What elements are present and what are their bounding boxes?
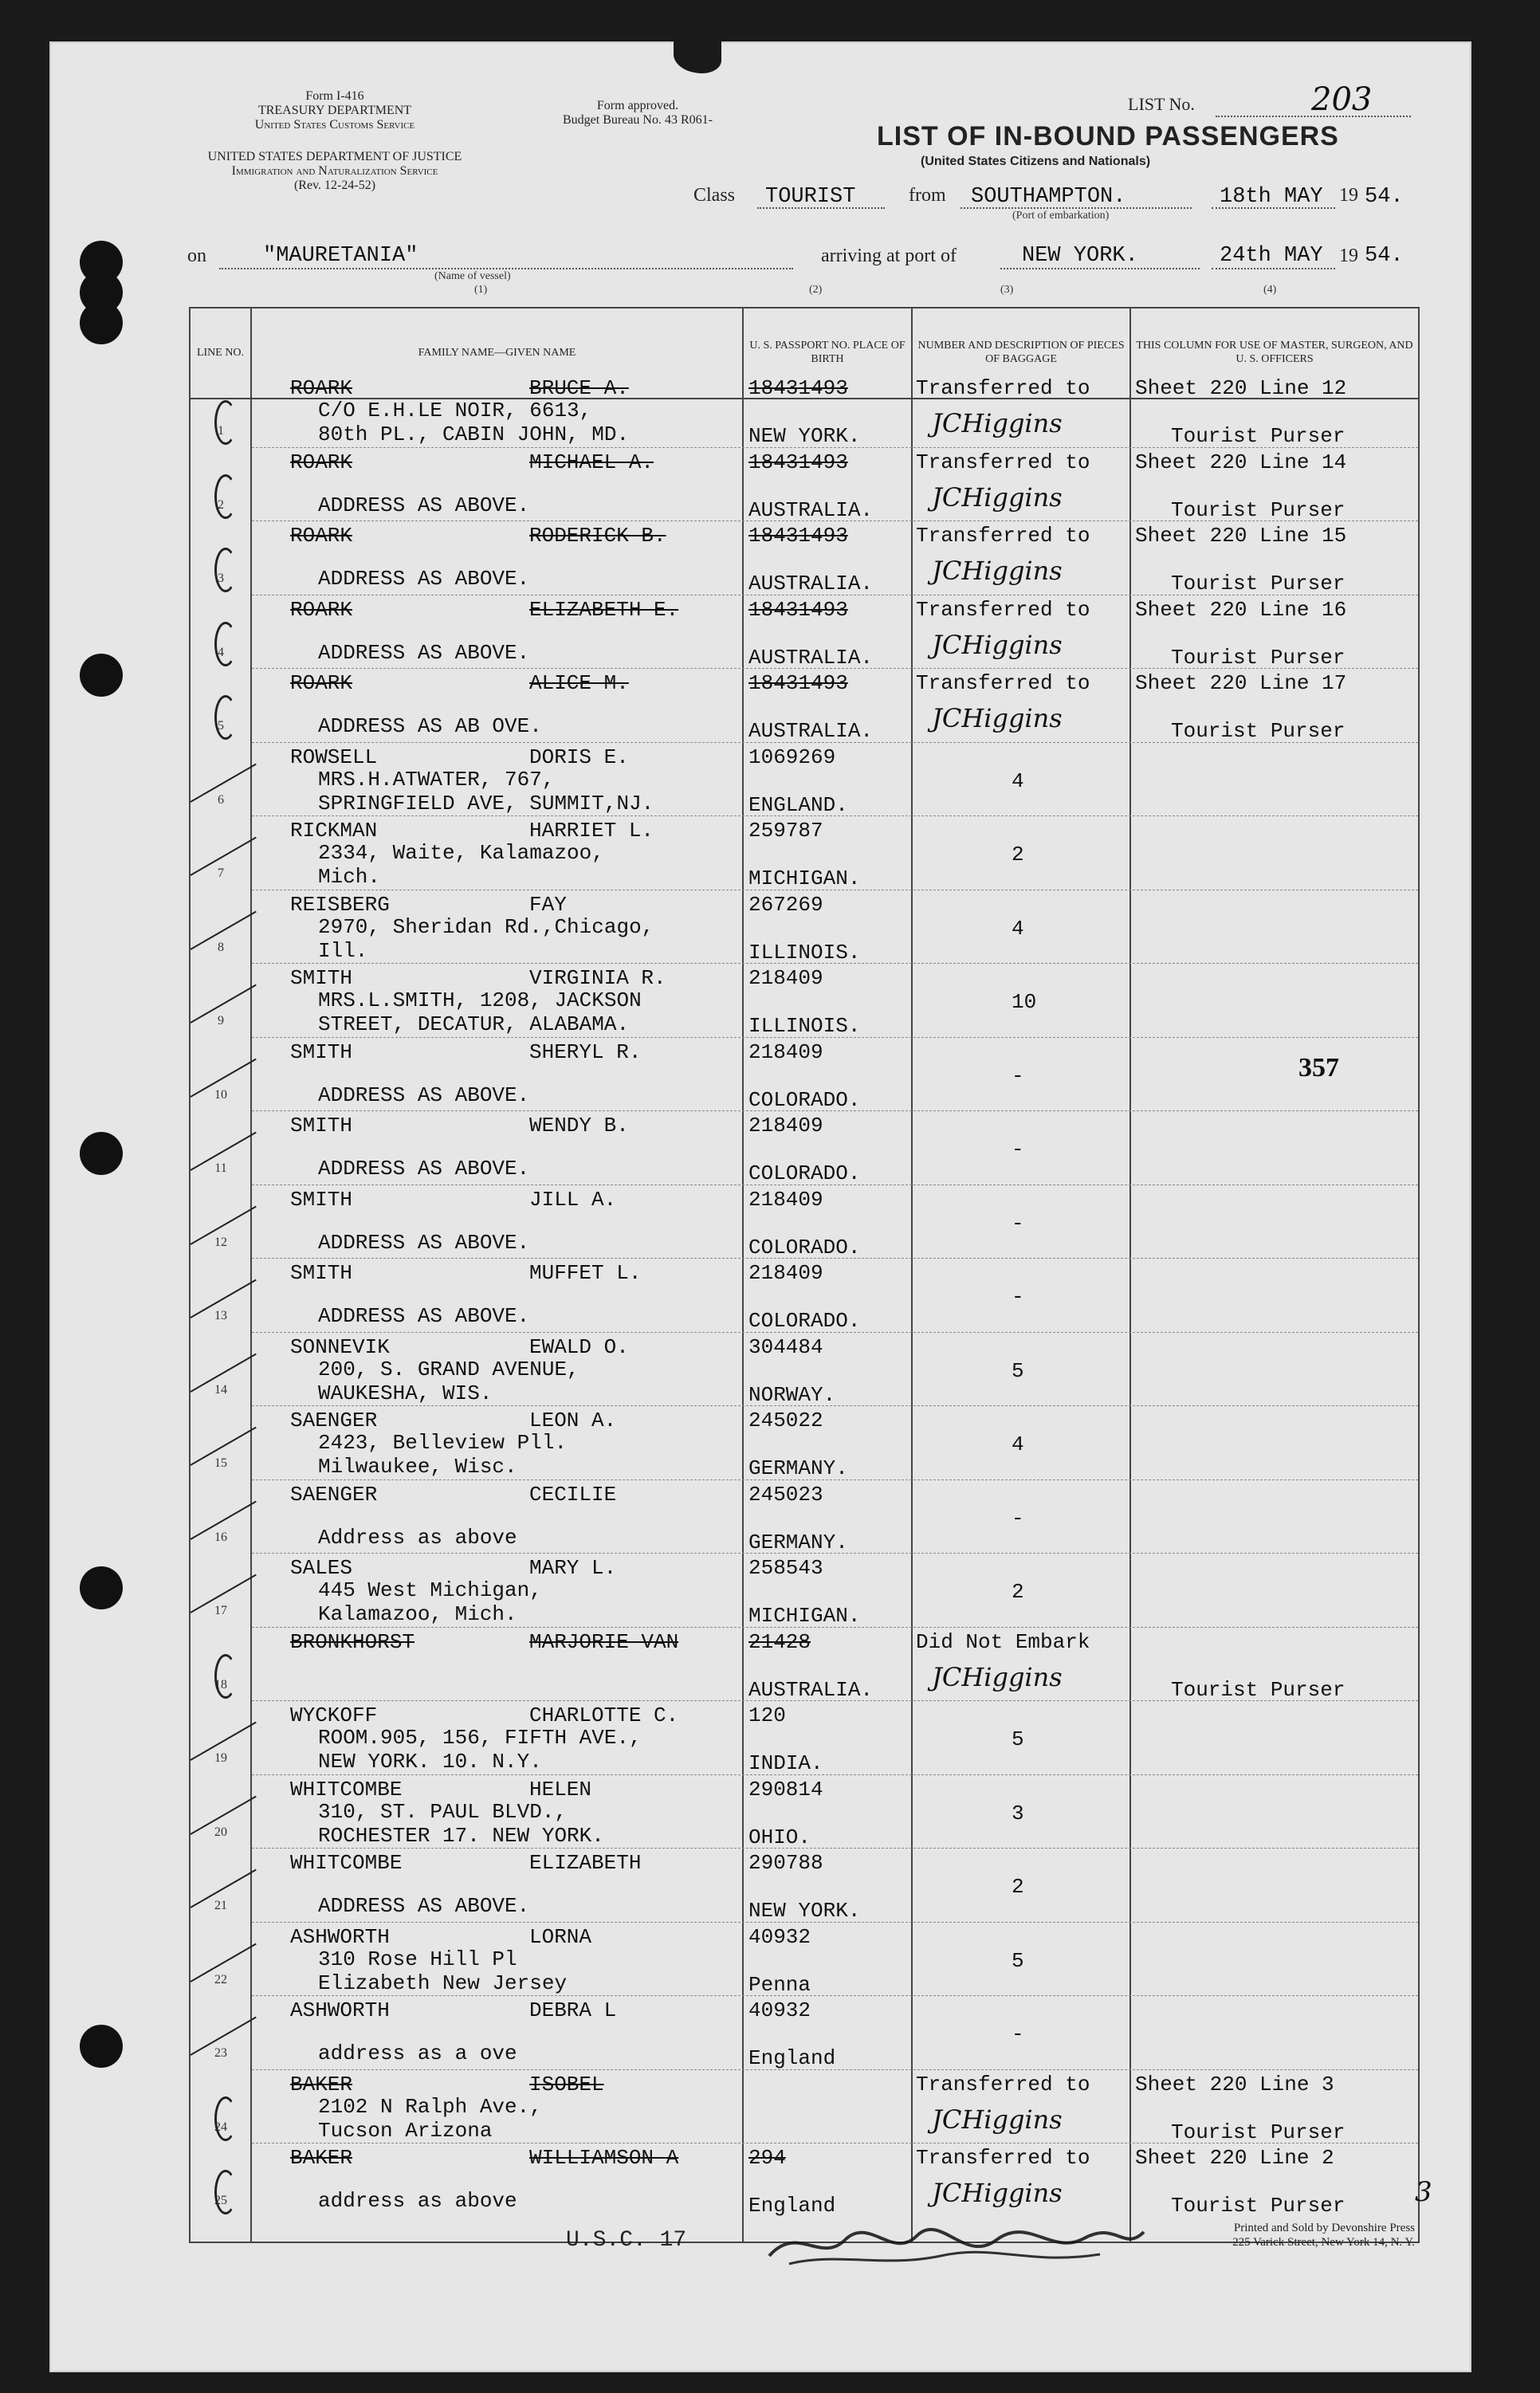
given-name: WILLIAMSON A bbox=[529, 2146, 679, 2170]
family-name: SMITH bbox=[290, 1039, 353, 1064]
line-number: 25 bbox=[214, 2194, 227, 2207]
baggage-count: - bbox=[1012, 1285, 1024, 1309]
line-number: 14 bbox=[214, 1382, 227, 1397]
baggage-count: 5 bbox=[1012, 1358, 1024, 1383]
passport-number: 120 bbox=[748, 1703, 786, 1727]
place-of-birth: GERMANY. bbox=[748, 1530, 848, 1554]
row-divider bbox=[252, 668, 1418, 669]
depart-year-prefix: 19 bbox=[1339, 185, 1358, 206]
purser-title: Tourist Purser bbox=[1171, 645, 1346, 670]
row-divider bbox=[252, 1922, 1418, 1923]
baggage-count: - bbox=[1012, 1211, 1024, 1236]
family-name: BAKER bbox=[290, 2072, 353, 2096]
arrive-date-dotline bbox=[1212, 268, 1335, 269]
class-label: Class bbox=[693, 185, 736, 206]
place-of-birth: INDIA. bbox=[748, 1751, 823, 1775]
row-divider bbox=[252, 1774, 1418, 1775]
purser-title: Tourist Purser bbox=[1171, 2194, 1346, 2218]
row-divider bbox=[252, 1627, 1418, 1628]
col-header-passport: U. S. PASSPORT NO. PLACE OF BIRTH bbox=[749, 340, 906, 365]
form-number: Form I-416 bbox=[305, 89, 364, 103]
address-line: ADDRESS AS ABOVE. bbox=[318, 567, 530, 591]
address-line: ADDRESS AS ABOVE. bbox=[318, 493, 530, 517]
passport-number: 18431493 bbox=[748, 524, 848, 548]
baggage-count: - bbox=[1012, 1506, 1024, 1530]
port-dotline bbox=[1000, 268, 1200, 269]
vessel-note: (Name of vessel) bbox=[434, 270, 511, 282]
address-line: ADDRESS AS ABOVE. bbox=[318, 1157, 530, 1181]
address-line: 310, ST. PAUL BLVD., bbox=[318, 1799, 568, 1824]
officers-note: Sheet 220 Line 16 bbox=[1135, 597, 1347, 622]
baggage-count: 4 bbox=[1012, 1432, 1024, 1456]
address-line: ROOM.905, 156, FIFTH AVE., bbox=[318, 1726, 642, 1750]
given-name: BRUCE A. bbox=[529, 376, 629, 400]
place-of-birth: COLORADO. bbox=[748, 1309, 861, 1333]
purser-title: Tourist Purser bbox=[1171, 424, 1346, 448]
line-number: 16 bbox=[214, 1530, 227, 1544]
row-divider bbox=[252, 1037, 1418, 1038]
row-divider bbox=[252, 1110, 1418, 1111]
line-number: 10 bbox=[214, 1087, 227, 1102]
col-rule bbox=[742, 308, 744, 2242]
circle-mark bbox=[214, 400, 237, 445]
address-line: 2423, Belleview Pll. bbox=[318, 1431, 568, 1455]
binder-hole bbox=[80, 2025, 123, 2068]
address-line: ADDRESS AS ABOVE. bbox=[318, 640, 530, 665]
binder-hole bbox=[80, 1132, 123, 1175]
col-mark-4: (4) bbox=[1263, 284, 1277, 296]
baggage-count: Transferred to bbox=[916, 597, 1090, 622]
address-line: 2102 N Ralph Ave., bbox=[318, 2094, 542, 2119]
place-of-birth: AUSTRALIA. bbox=[748, 497, 874, 522]
page-title: LIST OF IN-BOUND PASSENGERS bbox=[877, 121, 1339, 151]
line-number: 12 bbox=[214, 1235, 227, 1249]
given-name: ELIZABETH E. bbox=[529, 597, 679, 622]
address-line: Ill. bbox=[318, 938, 368, 963]
printer-line-2: 225 Varick Street, New York 14, N. Y. bbox=[1232, 2236, 1415, 2249]
circle-mark bbox=[214, 474, 237, 519]
vessel-dotline bbox=[219, 268, 793, 269]
passport-number: 258543 bbox=[748, 1556, 823, 1580]
purser-signature: JCHiggins bbox=[932, 629, 1063, 660]
place-of-birth: AUSTRALIA. bbox=[748, 719, 874, 743]
address-line: WAUKESHA, WIS. bbox=[318, 1381, 493, 1405]
passport-number: 259787 bbox=[748, 819, 823, 843]
given-name: MARY L. bbox=[529, 1556, 617, 1580]
address-line: 2970, Sheridan Rd.,Chicago, bbox=[318, 914, 654, 939]
line-number: 2 bbox=[218, 497, 224, 512]
address-line: ROCHESTER 17. NEW YORK. bbox=[318, 1823, 604, 1848]
handwritten-signature bbox=[765, 2216, 1148, 2280]
passport-number: 18431493 bbox=[748, 450, 848, 474]
officers-note: Sheet 220 Line 12 bbox=[1135, 376, 1347, 400]
place-of-birth: England bbox=[748, 2194, 836, 2218]
address-line: C/O E.H.LE NOIR, 6613, bbox=[318, 399, 592, 422]
family-name: ROARK bbox=[290, 597, 353, 622]
place-of-birth: GERMANY. bbox=[748, 1456, 848, 1480]
place-of-birth: NEW YORK. bbox=[748, 424, 861, 448]
place-of-birth: Penna bbox=[748, 1972, 811, 1997]
place-of-birth: ENGLAND. bbox=[748, 792, 848, 817]
binder-hole bbox=[80, 654, 123, 697]
form-approval bbox=[518, 99, 757, 128]
circle-mark bbox=[214, 548, 237, 592]
given-name: DEBRA L bbox=[529, 1998, 617, 2022]
form-header-treasury bbox=[199, 89, 470, 132]
baggage-count: 2 bbox=[1012, 1875, 1024, 1899]
arrive-year: 54. bbox=[1365, 244, 1404, 268]
page-subtitle: (United States Citizens and Nationals) bbox=[921, 155, 1151, 168]
address-line: NEW YORK. 10. N.Y. bbox=[318, 1750, 542, 1774]
given-name: WENDY B. bbox=[529, 1114, 629, 1138]
row-divider bbox=[252, 1258, 1418, 1259]
row-divider bbox=[252, 1700, 1418, 1701]
line-number: 4 bbox=[218, 645, 224, 659]
family-name: ASHWORTH bbox=[290, 1998, 390, 2022]
passport-number: 1069269 bbox=[748, 745, 836, 769]
address-line: MRS.L.SMITH, 1208, JACKSON bbox=[318, 988, 642, 1012]
given-name: EWALD O. bbox=[529, 1334, 629, 1359]
given-name: HARRIET L. bbox=[529, 819, 654, 843]
circle-mark bbox=[214, 2170, 237, 2214]
on-label: on bbox=[187, 246, 206, 266]
col-header-line: LINE NO. bbox=[196, 346, 245, 359]
embark-note: (Port of embarkation) bbox=[1012, 210, 1110, 222]
address-line: ADDRESS AS ABOVE. bbox=[318, 1230, 530, 1255]
place-of-birth: ILLINOIS. bbox=[748, 1014, 861, 1038]
given-name: CHARLOTTE C. bbox=[529, 1703, 679, 1727]
row-divider bbox=[252, 1479, 1418, 1480]
row-divider bbox=[252, 1553, 1418, 1554]
given-name: MUFFET L. bbox=[529, 1261, 642, 1285]
purser-title: Tourist Purser bbox=[1171, 572, 1346, 595]
given-name: VIRGINIA R. bbox=[529, 966, 666, 990]
row-divider bbox=[252, 1332, 1418, 1333]
baggage-count: Transferred to bbox=[916, 2072, 1090, 2096]
col-mark-2: (2) bbox=[809, 284, 823, 296]
col-mark-1: (1) bbox=[474, 284, 488, 296]
address-line: ADDRESS AS AB OVE. bbox=[318, 714, 542, 738]
line-number: 11 bbox=[214, 1161, 227, 1175]
given-name: DORIS E. bbox=[529, 745, 629, 769]
family-name: WHITCOMBE bbox=[290, 1777, 403, 1802]
family-name: SONNEVIK bbox=[290, 1334, 390, 1359]
address-line: 2334, Waite, Kalamazoo, bbox=[318, 841, 604, 865]
address-line: ADDRESS AS ABOVE. bbox=[318, 1894, 530, 1918]
baggage-count: Transferred to bbox=[916, 376, 1090, 400]
place-of-birth: OHIO. bbox=[748, 1825, 811, 1849]
given-name: ISOBEL bbox=[529, 2072, 604, 2096]
address-line: address as above bbox=[318, 2189, 517, 2213]
baggage-count: Transferred to bbox=[916, 524, 1090, 548]
passport-number: 218409 bbox=[748, 966, 823, 990]
family-name: WYCKOFF bbox=[290, 1703, 378, 1727]
arrival-port: NEW YORK. bbox=[1022, 244, 1138, 268]
place-of-birth: MICHIGAN. bbox=[748, 1604, 861, 1628]
family-name: SMITH bbox=[290, 1187, 353, 1212]
officers-note: Sheet 220 Line 3 bbox=[1135, 2072, 1334, 2096]
officers-note: Sheet 220 Line 15 bbox=[1135, 524, 1347, 548]
passport-number: 40932 bbox=[748, 1924, 811, 1949]
baggage-count: Transferred to bbox=[916, 450, 1090, 474]
line-number: 23 bbox=[214, 2046, 227, 2060]
given-name: SHERYL R. bbox=[529, 1039, 642, 1064]
purser-title: Tourist Purser bbox=[1171, 497, 1346, 522]
purser-title: Tourist Purser bbox=[1171, 2120, 1346, 2144]
baggage-count: 4 bbox=[1012, 768, 1024, 793]
given-name: ELIZABETH bbox=[529, 1851, 642, 1875]
row-divider bbox=[252, 815, 1418, 816]
row-divider bbox=[252, 1848, 1418, 1849]
purser-signature: JCHiggins bbox=[932, 2178, 1063, 2208]
place-of-birth: AUSTRALIA. bbox=[748, 572, 874, 595]
line-number: 20 bbox=[214, 1825, 227, 1839]
line-number: 6 bbox=[218, 792, 224, 807]
row-divider bbox=[252, 447, 1418, 448]
given-name: MARJORIE VAN bbox=[529, 1629, 679, 1654]
line-number: 5 bbox=[218, 719, 224, 733]
line-number: 18 bbox=[214, 1677, 227, 1692]
family-name: ROWSELL bbox=[290, 745, 378, 769]
col-rule bbox=[911, 308, 913, 2242]
col-header-baggage: NUMBER AND DESCRIPTION OF PIECES OF BAGGAGE bbox=[917, 340, 1125, 365]
address-line: SPRINGFIELD AVE, SUMMIT,NJ. bbox=[318, 791, 654, 815]
col-mark-3: (3) bbox=[1000, 284, 1014, 296]
given-name: HELEN bbox=[529, 1777, 592, 1802]
col-header-name: FAMILY NAME—GIVEN NAME bbox=[418, 346, 576, 359]
line-number: 13 bbox=[214, 1309, 227, 1322]
purser-signature: JCHiggins bbox=[932, 1661, 1063, 1692]
row-divider bbox=[252, 963, 1418, 964]
from-value: SOUTHAMPTON. bbox=[971, 185, 1126, 209]
address-line: Mich. bbox=[318, 865, 381, 889]
address-line: 200, S. GRAND AVENUE, bbox=[318, 1357, 579, 1381]
given-name: LORNA bbox=[529, 1924, 592, 1949]
passport-number: 304484 bbox=[748, 1334, 823, 1359]
circle-mark bbox=[214, 622, 237, 666]
list-no-value: 203 bbox=[1311, 81, 1373, 118]
place-of-birth: ILLINOIS. bbox=[748, 940, 861, 965]
baggage-count: - bbox=[1012, 1138, 1024, 1161]
circle-mark bbox=[214, 2096, 237, 2141]
place-of-birth: MICHIGAN. bbox=[748, 866, 861, 890]
family-name: SMITH bbox=[290, 1261, 353, 1285]
passport-number: 245023 bbox=[748, 1482, 823, 1507]
line-number: 22 bbox=[214, 1972, 227, 1986]
passport-number: 294 bbox=[748, 2146, 786, 2170]
usc-number: U.S.C. 17 bbox=[566, 2228, 687, 2253]
col-rule bbox=[250, 308, 252, 2242]
line-number: 24 bbox=[214, 2120, 227, 2134]
given-name: MICHAEL A. bbox=[529, 450, 654, 474]
address-line: Elizabeth New Jersey bbox=[318, 1971, 568, 1995]
line-number: 19 bbox=[214, 1751, 227, 1765]
address-line: 445 West Michigan, bbox=[318, 1578, 542, 1602]
class-value: TOURIST bbox=[765, 185, 856, 209]
officers-note: Sheet 220 Line 2 bbox=[1135, 2146, 1334, 2170]
place-of-birth: NEW YORK. bbox=[748, 1899, 861, 1923]
family-name: SAENGER bbox=[290, 1482, 378, 1507]
address-line: MRS.H.ATWATER, 767, bbox=[318, 767, 555, 792]
purser-signature: JCHiggins bbox=[932, 481, 1063, 513]
arriving-label: arriving at port of bbox=[821, 246, 957, 266]
address-line: Address as above bbox=[318, 1525, 517, 1550]
line-number: 15 bbox=[214, 1456, 227, 1470]
baggage-count: - bbox=[1012, 1063, 1024, 1088]
budget-label: Budget Bureau No. 43 R061- bbox=[563, 113, 713, 127]
depart-date: 18th MAY bbox=[1220, 185, 1323, 209]
given-name: ALICE M. bbox=[529, 671, 629, 695]
place-of-birth: AUSTRALIA. bbox=[748, 645, 874, 670]
justice-label: UNITED STATES DEPARTMENT OF JUSTICE bbox=[207, 150, 462, 163]
arrive-year-prefix: 19 bbox=[1339, 246, 1358, 266]
line-number: 7 bbox=[218, 866, 224, 880]
passport-number: 18431493 bbox=[748, 671, 848, 695]
address-line: 80th PL., CABIN JOHN, MD. bbox=[318, 422, 630, 446]
place-of-birth: NORWAY. bbox=[748, 1382, 836, 1407]
row-divider bbox=[252, 1405, 1418, 1406]
family-name: ROARK bbox=[290, 671, 353, 695]
address-line: Milwaukee, Wisc. bbox=[318, 1455, 517, 1479]
col-header-officers: THIS COLUMN FOR USE OF MASTER, SURGEON, AND U. S. OFFICERS bbox=[1136, 340, 1413, 365]
treasury-label: TREASURY DEPARTMENT bbox=[257, 104, 412, 117]
line-number: 1 bbox=[218, 424, 224, 438]
purser-title: Tourist Purser bbox=[1171, 1677, 1346, 1702]
line-number: 3 bbox=[218, 572, 224, 585]
line-number: 8 bbox=[218, 940, 224, 954]
family-name: SAENGER bbox=[290, 1409, 378, 1432]
ins-label: Immigration and Naturalization Service bbox=[231, 164, 438, 178]
purser-signature: JCHiggins bbox=[932, 2104, 1063, 2135]
row-divider bbox=[252, 2069, 1418, 2070]
line-number: 21 bbox=[214, 1899, 227, 1912]
given-name: CECILIE bbox=[529, 1482, 617, 1507]
passport-number: 290814 bbox=[748, 1777, 823, 1802]
place-of-birth: COLORADO. bbox=[748, 1087, 861, 1112]
margin-number: 3 bbox=[1415, 2176, 1432, 2208]
given-name: LEON A. bbox=[529, 1409, 617, 1432]
address-line: STREET, DECATUR, ALABAMA. bbox=[318, 1012, 630, 1036]
place-of-birth: AUSTRALIA. bbox=[748, 1677, 874, 1702]
address-line: 310 Rose Hill Pl bbox=[318, 1947, 517, 1971]
baggage-count: Transferred to bbox=[916, 671, 1090, 695]
family-name: ROARK bbox=[290, 376, 353, 400]
purser-signature: JCHiggins bbox=[932, 408, 1063, 438]
passport-number: 245022 bbox=[748, 1409, 823, 1432]
family-name: SALES bbox=[290, 1556, 353, 1580]
baggage-count: - bbox=[1012, 2022, 1024, 2046]
address-line: Kalamazoo, Mich. bbox=[318, 1602, 517, 1626]
depart-year: 54. bbox=[1365, 185, 1404, 209]
printer-imprint bbox=[1160, 2221, 1415, 2250]
form-header-justice bbox=[183, 150, 486, 193]
family-name: SMITH bbox=[290, 966, 353, 990]
place-of-birth: England bbox=[748, 2046, 836, 2070]
baggage-count: 5 bbox=[1012, 1727, 1024, 1751]
circle-mark bbox=[214, 1654, 237, 1699]
family-name: ROARK bbox=[290, 524, 353, 548]
revision-label: (Rev. 12-24-52) bbox=[293, 179, 376, 192]
baggage-count: 4 bbox=[1012, 916, 1024, 941]
list-no-label: LIST No. bbox=[1128, 94, 1195, 114]
family-name: ROARK bbox=[290, 450, 353, 474]
passenger-table bbox=[189, 307, 1420, 2243]
passport-number: 290788 bbox=[748, 1851, 823, 1875]
given-name: JILL A. bbox=[529, 1187, 617, 1212]
passport-number: 18431493 bbox=[748, 376, 848, 400]
passport-number: 40932 bbox=[748, 1998, 811, 2022]
passport-number: 18431493 bbox=[748, 597, 848, 622]
baggage-count: 5 bbox=[1012, 1948, 1024, 1973]
arrive-date: 24th MAY bbox=[1220, 244, 1323, 268]
officers-note: 357 bbox=[1298, 1052, 1339, 1083]
printer-line-1: Printed and Sold by Devonshire Press bbox=[1233, 2222, 1415, 2234]
family-name: BAKER bbox=[290, 2146, 353, 2170]
row-divider bbox=[252, 742, 1418, 743]
purser-signature: JCHiggins bbox=[932, 556, 1063, 586]
address-line: address as a ove bbox=[318, 2041, 517, 2065]
baggage-count: 3 bbox=[1012, 1801, 1024, 1825]
passport-number: 218409 bbox=[748, 1039, 823, 1064]
given-name: FAY bbox=[529, 892, 567, 917]
address-line: ADDRESS AS ABOVE. bbox=[318, 1083, 530, 1107]
passport-number: 21428 bbox=[748, 1629, 811, 1654]
family-name: SMITH bbox=[290, 1114, 353, 1138]
given-name: RODERICK B. bbox=[529, 524, 666, 548]
binder-hole bbox=[80, 301, 123, 344]
place-of-birth: COLORADO. bbox=[748, 1235, 861, 1259]
purser-signature: JCHiggins bbox=[932, 703, 1063, 733]
address-line: Tucson Arizona bbox=[318, 2118, 493, 2143]
family-name: ASHWORTH bbox=[290, 1924, 390, 1949]
passport-number: 218409 bbox=[748, 1187, 823, 1212]
passport-number: 267269 bbox=[748, 892, 823, 917]
vessel-name: "MAURETANIA" bbox=[263, 244, 418, 268]
family-name: RICKMAN bbox=[290, 819, 378, 843]
baggage-count: 2 bbox=[1012, 843, 1024, 866]
approved-label: Form approved. bbox=[596, 99, 679, 112]
line-number: 9 bbox=[218, 1014, 224, 1028]
from-label: from bbox=[909, 185, 946, 206]
baggage-count: Did Not Embark bbox=[916, 1629, 1090, 1654]
place-of-birth: COLORADO. bbox=[748, 1161, 861, 1185]
baggage-count: 2 bbox=[1012, 1580, 1024, 1604]
officers-note: Sheet 220 Line 17 bbox=[1135, 671, 1347, 695]
binder-hole bbox=[80, 1566, 123, 1609]
purser-title: Tourist Purser bbox=[1171, 719, 1346, 743]
row-divider bbox=[252, 1995, 1418, 1996]
line-number: 17 bbox=[214, 1604, 227, 1617]
col-rule bbox=[1129, 308, 1131, 2242]
passport-number: 218409 bbox=[748, 1261, 823, 1285]
family-name: BRONKHORST bbox=[290, 1629, 415, 1654]
baggage-count: 10 bbox=[1012, 990, 1037, 1014]
family-name: REISBERG bbox=[290, 892, 390, 917]
address-line: ADDRESS AS ABOVE. bbox=[318, 1304, 530, 1328]
circle-mark bbox=[214, 695, 237, 740]
baggage-count: Transferred to bbox=[916, 2146, 1090, 2170]
customs-label: United States Customs Service bbox=[254, 118, 415, 132]
family-name: WHITCOMBE bbox=[290, 1851, 403, 1875]
officers-note: Sheet 220 Line 14 bbox=[1135, 450, 1347, 474]
passport-number: 218409 bbox=[748, 1114, 823, 1138]
